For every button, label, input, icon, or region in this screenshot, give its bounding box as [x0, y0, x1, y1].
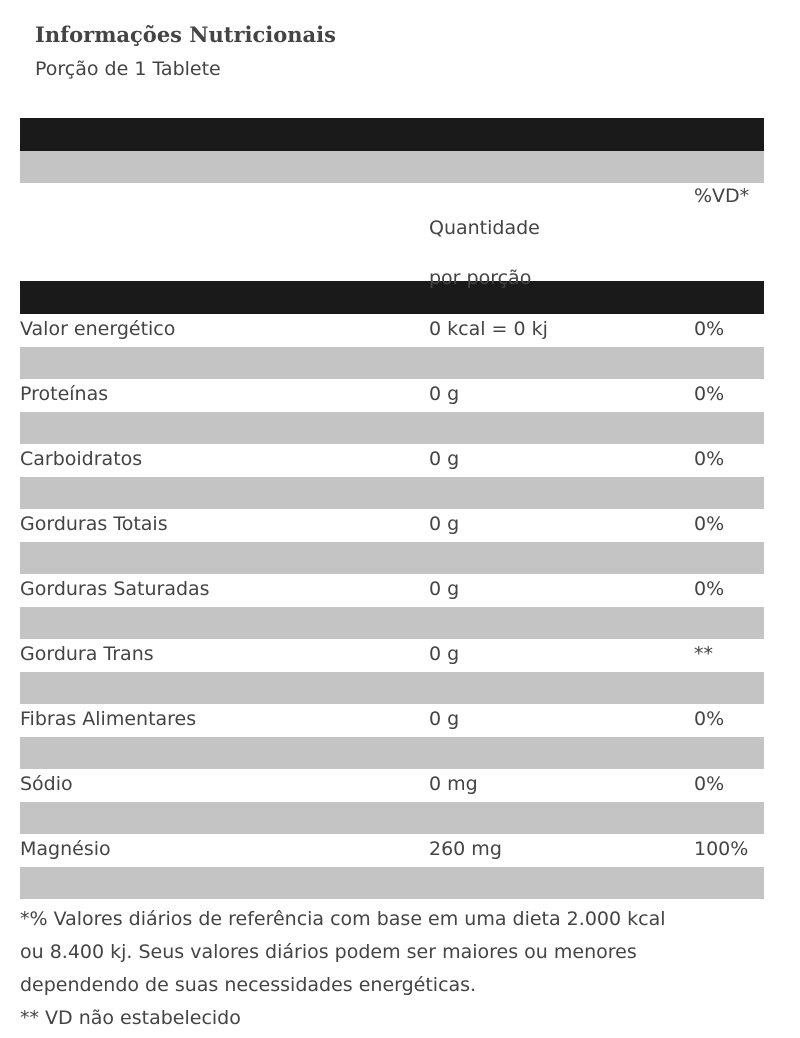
nutrient-dv: 0% — [694, 448, 725, 470]
nutrient-name: Sódio — [20, 773, 73, 795]
table-divider — [20, 672, 764, 704]
table-row — [20, 314, 764, 347]
table-divider — [20, 542, 764, 574]
table-divider — [20, 802, 764, 834]
nutrient-dv: 100% — [694, 838, 749, 860]
table-divider — [20, 412, 764, 444]
footnotes — [20, 903, 790, 1035]
nutrient-name: Proteínas — [20, 383, 109, 405]
nutrient-name: Gorduras Saturadas — [20, 578, 210, 600]
table-top-bar — [20, 118, 764, 151]
table-header-bar — [20, 281, 764, 314]
table-header — [20, 183, 764, 289]
table-row — [20, 639, 764, 672]
nutrient-quantity: 0 g — [429, 643, 460, 665]
table-divider — [20, 607, 764, 639]
footnote-line: dependendo de suas necessidades energéticas. — [20, 974, 477, 996]
nutrient-dv: 0% — [694, 318, 725, 340]
table-divider — [20, 347, 764, 379]
footnote-line: ou 8.400 kj. Seus valores diários podem ser maiores ou menores — [20, 941, 637, 963]
nutrient-quantity: 0 g — [429, 383, 460, 405]
table-divider — [20, 477, 764, 509]
table-row — [20, 509, 764, 542]
footnote-line: ** VD não estabelecido — [20, 1007, 241, 1029]
nutrient-quantity: 0 kcal = 0 kj — [429, 318, 548, 340]
nutrition-title: Informações Nutricionais — [35, 22, 336, 47]
serving-size: Porção de 1 Tablete — [35, 58, 221, 80]
nutrient-quantity: 260 mg — [429, 838, 502, 860]
nutrient-dv: 0% — [694, 513, 725, 535]
nutrient-quantity: 0 g — [429, 513, 460, 535]
nutrient-quantity: 0 mg — [429, 773, 478, 795]
table-row — [20, 379, 764, 412]
table-divider — [20, 737, 764, 769]
dv-column-header: %VD* — [694, 185, 750, 207]
nutrient-name: Gorduras Totais — [20, 513, 168, 535]
quantity-header-line2: por porção — [429, 267, 532, 289]
nutrient-name: Gordura Trans — [20, 643, 154, 665]
table-row — [20, 769, 764, 802]
table-row — [20, 704, 764, 737]
nutrient-name: Magnésio — [20, 838, 111, 860]
nutrient-dv: ** — [694, 643, 713, 665]
nutrient-dv: 0% — [694, 708, 725, 730]
table-divider — [20, 867, 764, 899]
nutrient-quantity: 0 g — [429, 708, 460, 730]
nutrient-quantity: 0 g — [429, 448, 460, 470]
table-row — [20, 574, 764, 607]
table-divider — [20, 151, 764, 183]
nutrient-name: Carboidratos — [20, 448, 143, 470]
table-row — [20, 834, 764, 867]
nutrient-dv: 0% — [694, 578, 725, 600]
nutrient-quantity: 0 g — [429, 578, 460, 600]
table-row — [20, 444, 764, 477]
nutrient-dv: 0% — [694, 773, 725, 795]
quantity-column-header — [429, 203, 540, 303]
nutrient-dv: 0% — [694, 383, 725, 405]
nutrient-name: Fibras Alimentares — [20, 708, 197, 730]
nutrition-table — [20, 118, 764, 899]
nutrient-name: Valor energético — [20, 318, 176, 340]
footnote-line: *% Valores diários de referência com base em uma dieta 2.000 kcal — [20, 908, 666, 930]
quantity-header-line1: Quantidade — [429, 217, 540, 239]
